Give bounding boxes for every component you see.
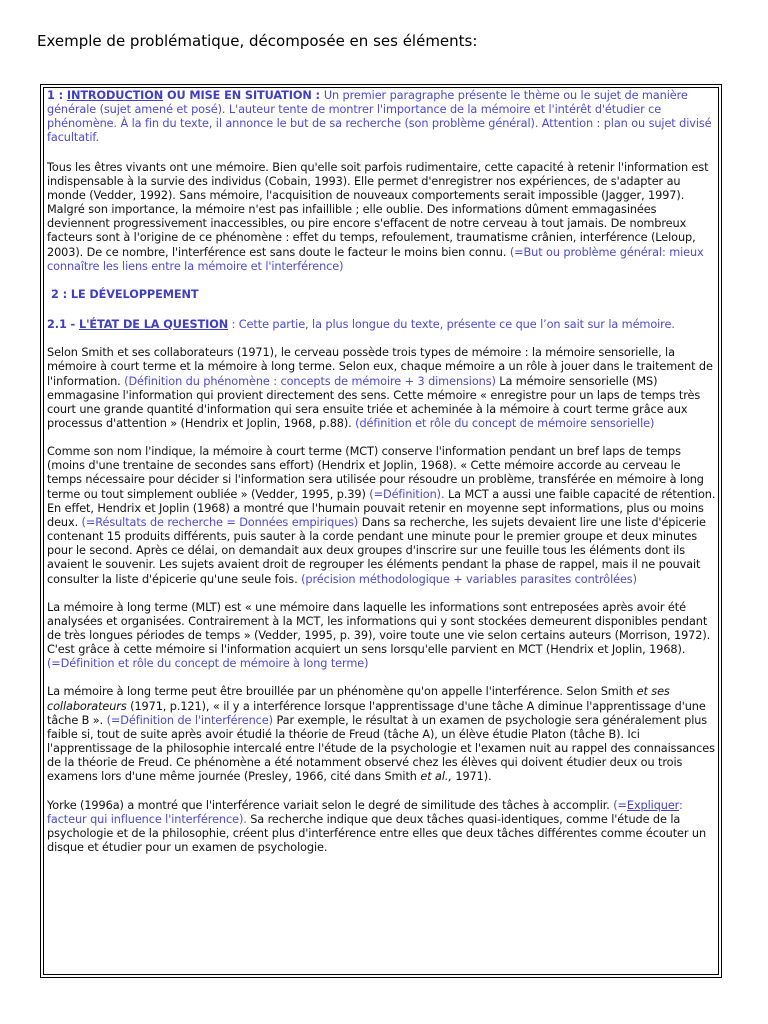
p5-note-open: (= — [613, 798, 627, 812]
content-frame — [40, 84, 722, 978]
p4-text4: 1971). — [451, 770, 492, 784]
p4-italic1: et ses collaborateurs — [47, 685, 670, 713]
p4-note1: (=Définition de l'interférence) — [103, 713, 273, 727]
p3-note1: (=Définition et rôle du concept de mémoire à long terme) — [47, 657, 369, 671]
p2-text3: Dans sa recherche, les sujets devaient lire une liste d'épicerie contenant 15 produits différents, puis sauter à la corde pendant une minute pour le premier groupe et deux minutes pour le second. Après ce délai, on demandait aux deux groupes d'inscrire sur une feuille tous les éléments dont ils avaient le souvenir. Les sujets avaient droit de regrouper les éléments pendant la phase de rappel, mais il ne pouvait consulter la liste d'épicerie qu'une seule fois. — [47, 515, 706, 586]
etat-title: L'ÉTAT DE LA QUESTION — [78, 318, 229, 332]
content-box — [43, 87, 719, 975]
mct-paragraph — [47, 445, 716, 587]
p2-text2: La MCT a aussi une faible capacité de rétention. En effet, Hendrix et Joplin (1968) a montré que l'humain pouvait retenir en moyenne sept informations, plus ou moins deux. — [47, 487, 716, 529]
p5-note-rest: : facteur qui influence l'interférence). — [47, 798, 683, 826]
intro-paragraph — [47, 89, 716, 146]
p4-italic2: et al., — [420, 770, 452, 784]
p4-text2: (1971, p.121), « il y a interférence lorsque l'apprentissage d'une tâche A diminue l'apprentissage d'une tâche B ». — [47, 699, 706, 727]
p5-text1: Yorke (1996a) a montré que l'interférence variait selon le degré de similitude des tâches à accomplir. — [47, 798, 614, 812]
p2-note2: (=Résultats de recherche = Données empiriques) — [78, 515, 359, 529]
p1-text2: La mémoire sensorielle (MS) emmagasine l'information qui provient directement des sens. Cette mémoire « enregistre pour un laps de temps très court une grande quantité d'information qui sera ensuite triée et acheminée à la mémoire à court terme grâce aux processus d'attention » (Hendrix et Joplin, 1968, p.88). — [47, 374, 701, 430]
intro-number: 1 : — [47, 89, 67, 102]
intro-body-text: Tous les êtres vivants ont une mémoire. Bien qu'elle soit parfois rudimentaire, cette capacité à retenir l'information est indispensable à la survie des individus (Cobain, 1993). Elle permet d'enregistrer nos expériences, de s'adapter au monde (Vedder, 1992). Sans mémoire, l'acquisition de nouveaux comportements serait impossible (Jagger, 1997). Malgré son importance, la mémoire n'est pas infaillible ; elle oublie. Des informations dûment emmagasinées deviennent progressivement inaccessibles, ou pire encore s'effacent de notre cerveau à tout jamais. De nombreux facteurs sont à l'origine de ce phénomène : effet du temps, refoulement, traumatisme crânien, interférence (Leloup, 2003). De ce nombre, l'interférence est sans doute le facteur le moins bien connu. — [47, 160, 709, 259]
p2-text1: Comme son nom l'indique, la mémoire à court terme (MCT) conserve l'information pendant un bref laps de temps (moins d'une trentaine de secondes sans effort) (Hendrix et Joplin, 1968). « Cette mémoire accorde au cerveau le temps nécessaire pour décider si l'information sera utilisée pour résoudre un problème, transférée en mémoire à long terme ou tout simplement oubliée » (Vedder, 1995, p.39) — [47, 445, 704, 501]
p3-text1: La mémoire à long terme (MLT) est « une mémoire dans laquelle les informations sont entreposées après avoir été analysées et organisées. Contrairement à la MCT, les informations qui y sont stockées demeurent disponibles pendant de très longues périodes de temps » (Vedder, 1995, p. 39), voire toute une vie selon certains auteurs (Morrison, 1972). C'est grâce à cette mémoire si l'information acquiert un sens lorsqu'elle parvient en MCT (Hendrix et Joplin, 1968). — [47, 600, 711, 657]
intro-description: Un premier paragraphe présente le thème ou le sujet de manière générale (sujet amené et posé). L'auteur tente de montrer l'importance de la mémoire et l'intérêt d'étudier ce phénomène. À la fin du texte, il annonce le but de sa recherche (son problème général). Attention : plan ou sujet divisé facultatif. — [47, 89, 712, 145]
intro-body — [47, 161, 716, 274]
memory-types-paragraph — [47, 346, 716, 431]
p4-text1: La mémoire à long terme peut être brouillée par un phénomène qu'on appelle l'interférence. Selon Smith — [47, 685, 637, 699]
expliquer-link[interactable]: Expliquer — [626, 798, 680, 812]
development-heading: 2 : LE DÉVELOPPEMENT — [51, 287, 199, 301]
p2-note3: (précision méthodologique + variables parasites contrôlées) — [297, 572, 637, 586]
intro-title-rest: OU MISE EN SITUATION : — [163, 89, 324, 102]
intro-note: (=But ou problème général: mieux connaître les liens entre la mémoire et l'interférence) — [47, 245, 704, 273]
etat-description: : Cette partie, la plus longue du texte, présente ce que l’on sait sur la mémoire. — [228, 318, 675, 332]
p5-text2: Sa recherche indique que deux tâches quasi-identiques, comme l'étude de la psychologie et de la philosophie, créent plus d'interférence entre elles que deux tâches différentes comme écouter un disque et étudier pour un examen de psychologie. — [47, 812, 707, 855]
etat-number: 2.1 - — [47, 318, 79, 332]
etat-heading — [47, 318, 716, 332]
mlt-paragraph — [47, 601, 716, 672]
p1-note2: (définition et rôle du concept de mémoire sensorielle) — [351, 416, 655, 430]
interference-paragraph — [47, 685, 716, 784]
p1-note1: (Définition du phénomène : concepts de mémoire + 3 dimensions) — [120, 374, 496, 388]
p4-text3: Par exemple, le résultat à un examen de psychologie sera généralement plus faible si, tout de suite après avoir étudié la théorie de Freud (tâche A), un élève étudie Platon (tâche B). Ici l'apprentissage de la philosophie intercalé entre l'étude de la psychologie et l'examen nuit au rappel des connaissances de la théorie de Freud. Ce phénomène a été notamment observé chez les élèves qui doivent étudier deux ou trois examens lors d'une même journée (Presley, 1966, cité dans Smith — [47, 713, 715, 784]
yorke-paragraph — [47, 799, 716, 856]
page-heading: Exemple de problématique, décomposée en ses éléments: — [37, 32, 478, 50]
p1-text1: Selon Smith et ses collaborateurs (1971), le cerveau possède trois types de mémoire : la mémoire sensorielle, la mémoire à court terme et la mémoire à long terme. Selon eux, chaque mémoire a un rôle à jouer dans le traitement de l'information. — [47, 346, 713, 388]
intro-title: INTRODUCTION — [66, 89, 164, 102]
p2-note1: (=Définition). — [369, 487, 445, 501]
